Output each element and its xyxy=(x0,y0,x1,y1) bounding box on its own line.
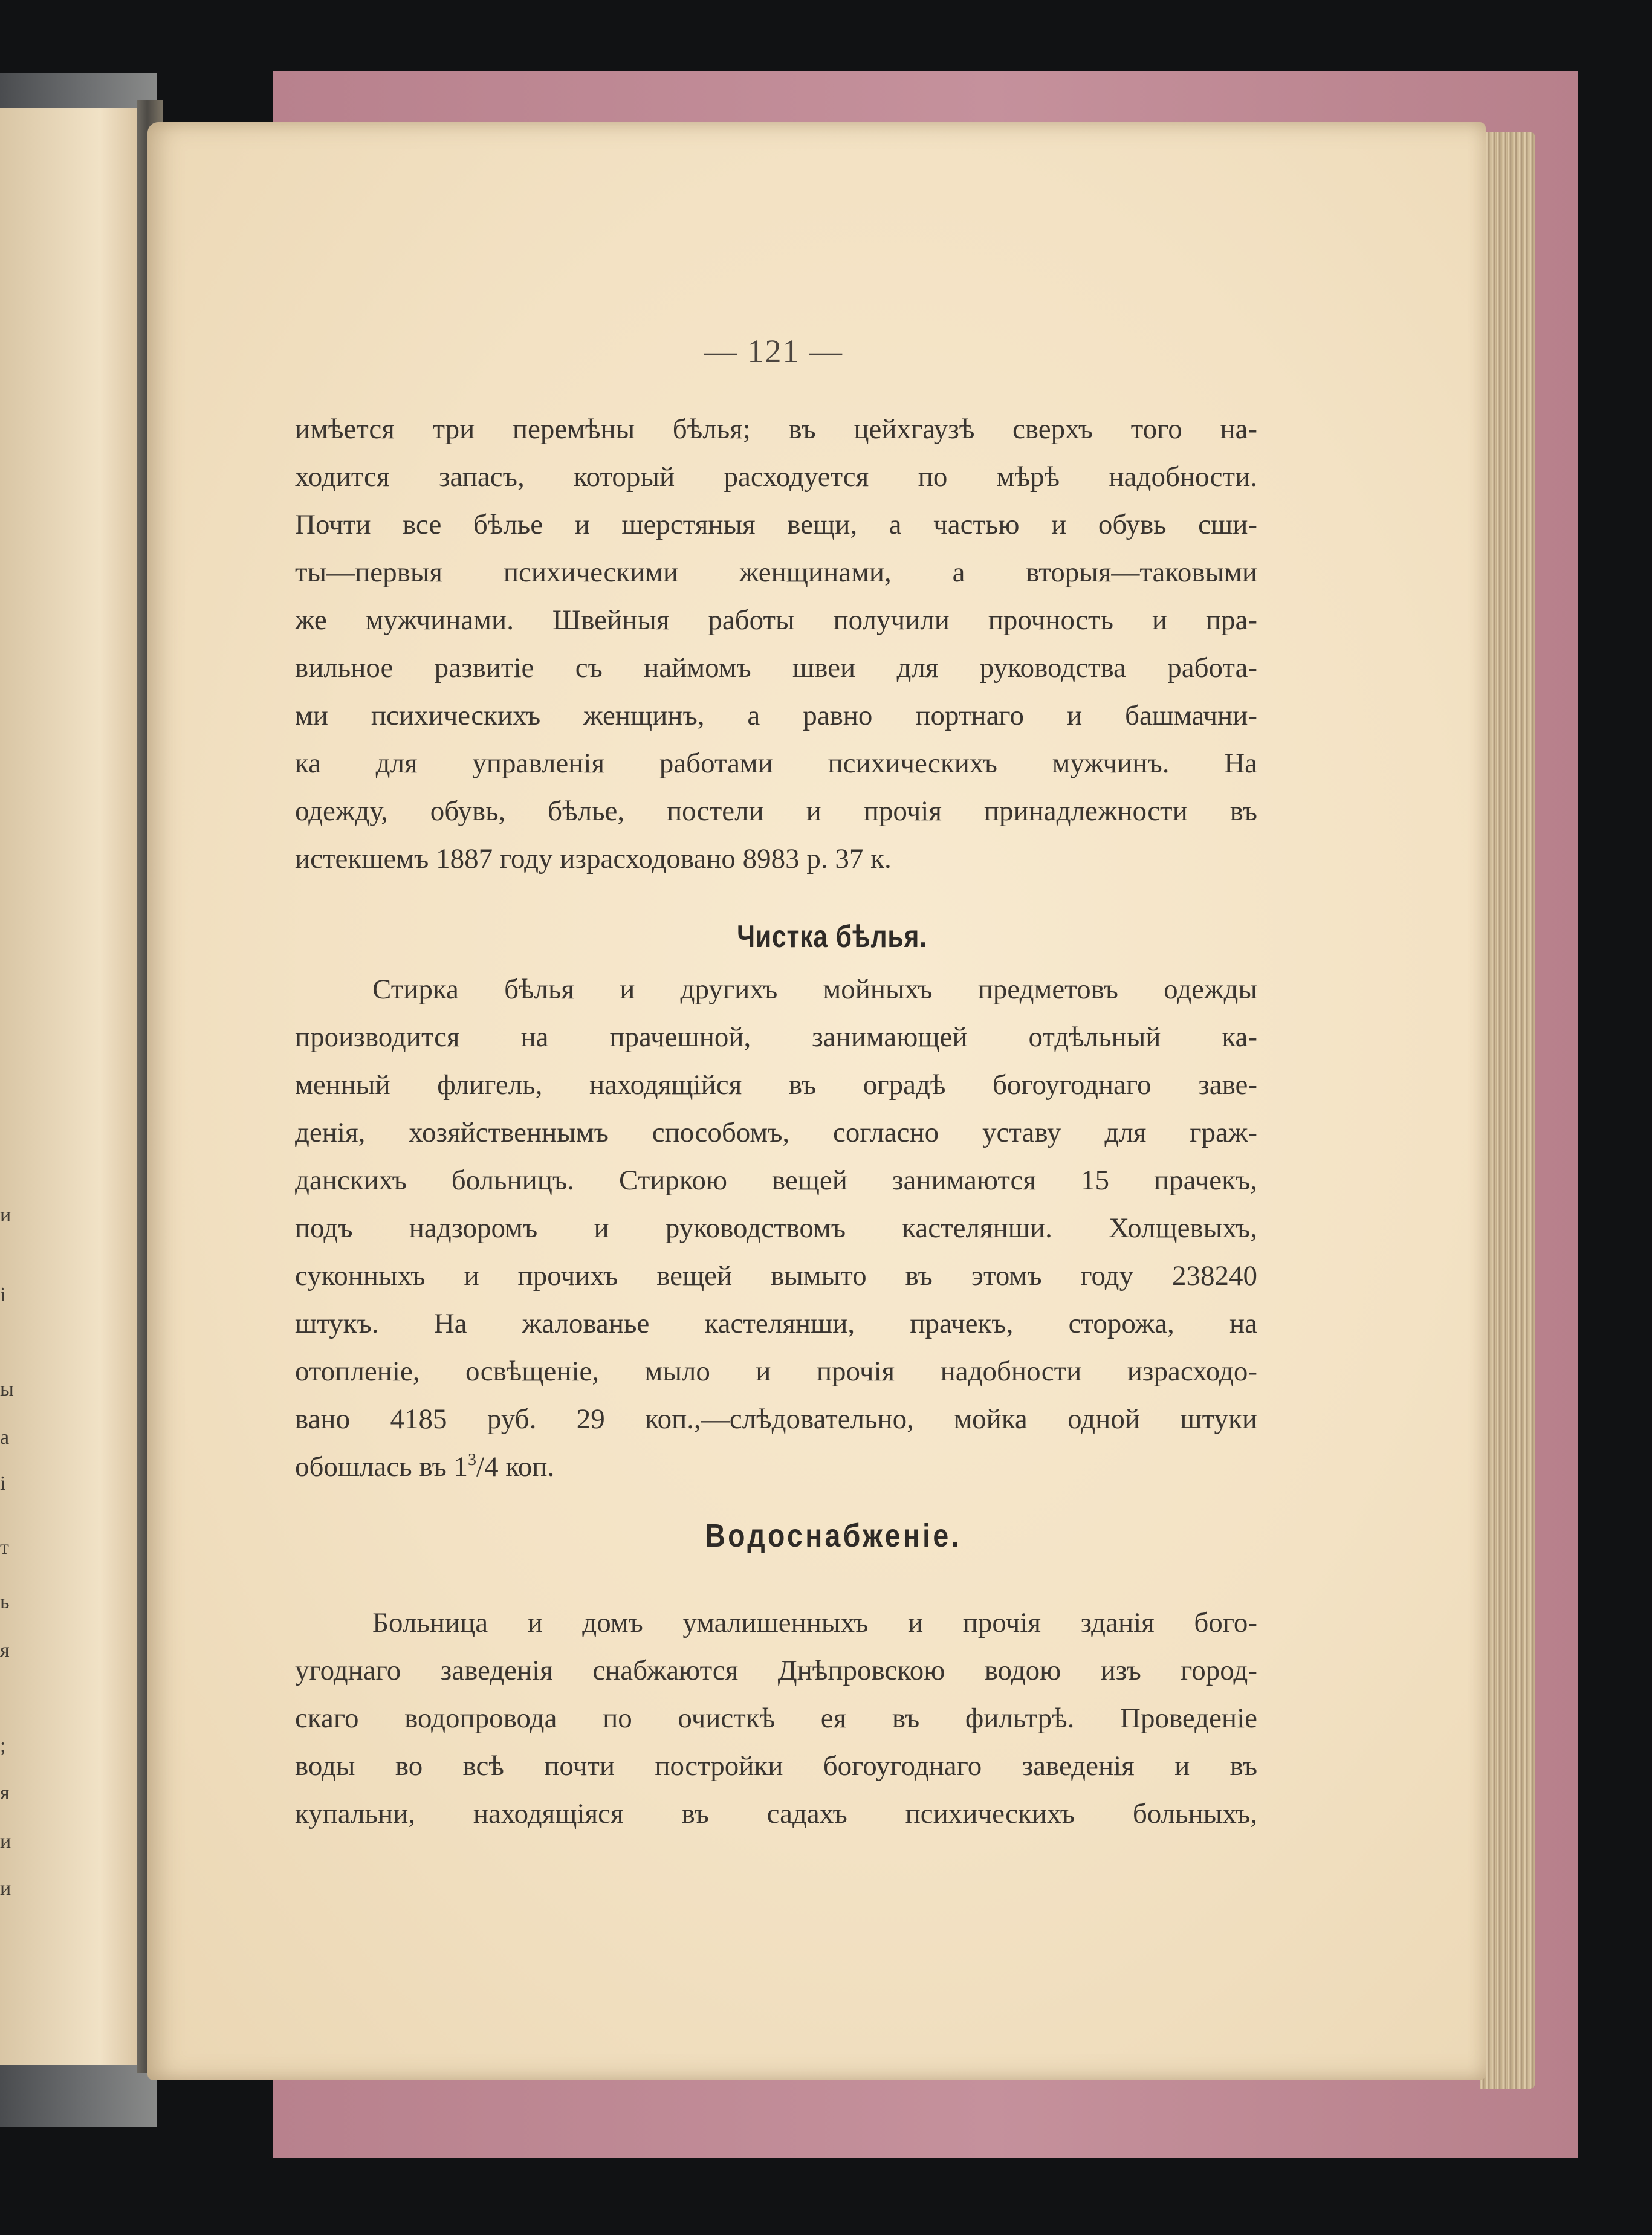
text-line: воды во всѣ почти постройки богоугоднаго заведенія и въ xyxy=(295,1750,1257,1782)
text-line: имѣется три перемѣны бѣлья; въ цейхгаузѣ сверхъ того на- xyxy=(295,413,1257,445)
text-line: ты—первыя психическими женщинами, а вторыя—таковыми xyxy=(295,557,1257,588)
text-line: данскихъ больницъ. Стиркою вещей занимаются 15 прачекъ, xyxy=(295,1165,1257,1196)
page-edges-stack xyxy=(1480,132,1535,2089)
left-page-fragment: а xyxy=(0,1426,10,1449)
left-page-fragment: і xyxy=(0,1472,6,1495)
text-line: купальни, находящіяся въ садахъ психическихъ больныхъ, xyxy=(295,1798,1257,1829)
section-heading-water-supply: Водоснабженіе. xyxy=(705,1518,962,1554)
text-line: истекшемъ 1887 году израсходовано 8983 р. 37 к. xyxy=(295,843,892,875)
left-page-fragment: ы xyxy=(0,1378,14,1400)
left-page-fragment: і xyxy=(0,1284,6,1306)
paragraph-water-supply xyxy=(295,1599,1257,1838)
text-fragment: обошлась въ 1 xyxy=(295,1451,468,1483)
left-page-fragment: и xyxy=(0,1204,11,1226)
left-page-fragment: ь xyxy=(0,1591,10,1613)
text-line: же мужчинами. Швейныя работы получили прочность и пра- xyxy=(295,604,1257,636)
left-page-fragment: и xyxy=(0,1877,11,1900)
text-line: Почти все бѣлье и шерстяныя вещи, а частью и обувь сши- xyxy=(295,509,1257,540)
text-line: вано 4185 руб. 29 коп.,—слѣдовательно, мойка одной штуки xyxy=(295,1403,1257,1435)
text-line: ми психическихъ женщинъ, а равно портнаго и башмачни- xyxy=(295,700,1257,731)
text-line: вильное развитіе съ наймомъ швеи для руководства работа- xyxy=(295,652,1257,684)
text-line: суконныхъ и прочихъ вещей вымыто въ этомъ году 238240 xyxy=(295,1260,1257,1292)
text-line: производится на прачешной, занимающей отдѣльный ка- xyxy=(295,1021,1257,1053)
text-line xyxy=(295,1443,1257,1491)
text-line: отопленіе, освѣщеніе, мыло и прочія надобности израсходо- xyxy=(295,1356,1257,1387)
left-facing-page xyxy=(0,108,143,2065)
text-line: скаго водопровода по очисткѣ ея въ фильтрѣ. Проведеніе xyxy=(295,1703,1257,1734)
page-number: — 121 — xyxy=(704,333,843,369)
section-heading-laundry: Чистка бѣлья. xyxy=(737,919,927,954)
text-line: ка для управленія работами психическихъ мужчинъ. На xyxy=(295,748,1257,779)
left-page-fragment: и xyxy=(0,1830,11,1852)
paragraph-clothing xyxy=(295,406,1257,883)
left-page-fragment: т xyxy=(0,1536,9,1559)
text-line: Стирка бѣлья и другихъ мойныхъ предметовъ одежды xyxy=(372,974,1257,1005)
text-line: ходится запасъ, который расходуется по мѣрѣ надобности. xyxy=(295,461,1257,493)
text-line: угоднаго заведенія снабжаются Днѣпровскою водою изъ город- xyxy=(295,1655,1257,1686)
text-line: одежду, обувь, бѣлье, постели и прочія принадлежности въ xyxy=(295,795,1257,827)
paragraph-laundry xyxy=(295,966,1257,1491)
text-line: Больница и домъ умалишенныхъ и прочія зданія бого- xyxy=(372,1607,1257,1638)
left-page-fragment: я xyxy=(0,1782,10,1804)
left-page-fragment: ; xyxy=(0,1735,6,1757)
text-line: штукъ. На жалованье кастелянши, прачекъ, сторожа, на xyxy=(295,1308,1257,1339)
text-line: менный флигель, находящійся въ оградѣ богоугоднаго заве- xyxy=(295,1069,1257,1101)
text-line: денія, хозяйственнымъ способомъ, согласно уставу для граж- xyxy=(295,1117,1257,1148)
fraction-superscript: 3 xyxy=(468,1451,477,1469)
text-line: подъ надзоромъ и руководствомъ кастелянши. Холщевыхъ, xyxy=(295,1212,1257,1244)
left-page-fragment: я xyxy=(0,1639,10,1661)
text-fragment: /4 коп. xyxy=(476,1451,555,1483)
